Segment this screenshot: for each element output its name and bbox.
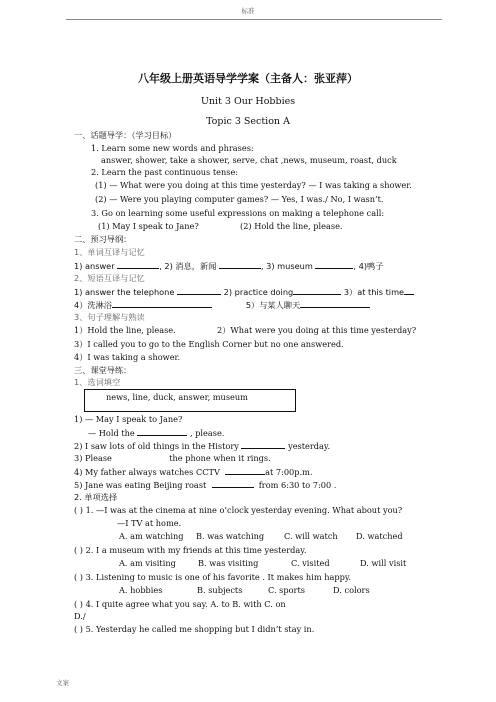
mc-1-option-a[interactable]: A. am watching xyxy=(119,531,184,541)
fill-3: 3) Please the phone when it rings. xyxy=(74,453,271,463)
phrase-row-1: 1) answer the telephone 2) practice doing 3）at this time xyxy=(74,286,414,297)
section3-heading: 三、课堂导练： xyxy=(74,365,132,375)
mc-2-question: ( ) 2. I a museum with my friends at this time yesterday. xyxy=(74,545,307,555)
mc-1-option-d[interactable]: D. watched xyxy=(356,531,403,541)
mc-3-option-c[interactable]: C. sports xyxy=(268,585,305,595)
goal-3-example-b: (2) Hold the line, please. xyxy=(240,221,343,231)
sentence-4: 4）I was taking a shower. xyxy=(74,352,181,362)
fill-4: 4) My father always watches CCTV at 7:00p.m. xyxy=(74,467,313,477)
mc-4-question: ( ) 4. I quite agree what you say. A. to B. with C. on xyxy=(74,599,286,609)
sub-multiple-choice: 2. 单项选择 xyxy=(74,492,118,502)
mc-3-option-d[interactable]: D. colors xyxy=(333,585,370,595)
sentence-2: 2）What were you doing at this time yesterday? xyxy=(217,325,417,335)
mc-3-option-b[interactable]: B. subjects xyxy=(197,585,243,595)
fill-2: 2) I saw lots of old things in the History yesterday. xyxy=(74,441,331,451)
word-bank: news, line, duck, answer, museum xyxy=(106,392,248,402)
goal-1-words: answer, shower, take a shower, serve, chat ,news, museum, roast, duck xyxy=(101,155,397,165)
mc-2-option-d[interactable]: D. will visit xyxy=(360,558,407,568)
sub-word-translation: 1、单词互译与记忆 xyxy=(74,247,145,257)
sentence-1: 1）Hold the line, please. xyxy=(74,325,176,335)
mc-4-option-d: D./ xyxy=(74,611,86,621)
goal-2-example-a: (1) — What were you doing at this time yesterday? — I was taking a shower. xyxy=(95,180,412,190)
page-footer: 文案 xyxy=(56,679,69,687)
document-title: 八年级上册英语导学学案（主备人：张亚萍） xyxy=(138,72,358,85)
mc-1-question: ( ) 1. —I was at the cinema at nine o’clock yesterday evening. What about you? xyxy=(74,505,403,515)
goal-1: 1. Learn some new words and phrases: xyxy=(91,143,254,153)
page-header: 标准 xyxy=(241,7,255,15)
goal-3-example-a: (1) May I speak to Jane? xyxy=(98,221,199,231)
mc-3-option-a[interactable]: A. hobbies xyxy=(119,585,163,595)
topic-heading: Topic 3 Section A xyxy=(206,116,290,127)
word-translation-row: 1) answer , 2) 消息，新闻 , 3) museum , 4)鸭子 xyxy=(74,261,384,271)
header-rule xyxy=(66,19,442,20)
goal-2: 2. Learn the past continuous tense: xyxy=(91,167,239,177)
mc-1-option-c[interactable]: C. will watch xyxy=(284,531,338,541)
phrase-row-2: 4）洗淋浴 5）与某人聊天 xyxy=(74,299,370,310)
fill-5: 5) Jane was eating Beijing roast from 6:30 to 7:00 . xyxy=(74,480,337,490)
goal-3: 3. Go on learning some useful expressions on making a telephone call: xyxy=(91,208,385,218)
mc-2-option-c[interactable]: C. visited xyxy=(291,558,330,568)
sub-sentence-reading: 3、句子理解与熟读 xyxy=(74,312,145,322)
mc-1-option-b[interactable]: B. was watching xyxy=(196,531,265,541)
mc-2-option-a[interactable]: A. am visiting xyxy=(119,558,176,568)
section1-heading: 一、话题导学：（学习目标） xyxy=(74,130,177,140)
mc-3-question: ( ) 3. Listening to music is one of his favorite . It makes him happy. xyxy=(74,572,351,582)
section2-heading: 二、预习导纲： xyxy=(74,234,132,244)
fill-1-answer: — Hold the , please. xyxy=(88,428,225,438)
goal-2-example-b: (2) — Were you playing computer games? — Yes, I was./ No, I wasn’t. xyxy=(95,194,384,204)
unit-heading: Unit 3 Our Hobbies xyxy=(200,96,296,107)
mc-1-answer-line: —I TV at home. xyxy=(117,518,182,528)
sub-word-choice: 1、选词填空 xyxy=(74,377,121,387)
mc-2-option-b[interactable]: B. was visiting xyxy=(198,558,259,568)
mc-5-question: ( ) 5. Yesterday he called me shopping but I didn’t stay in. xyxy=(74,624,315,634)
sentence-3: 3）I called you to go to the English Corner but no one answered. xyxy=(74,339,344,349)
fill-1-question: 1) — May I speak to Jane? xyxy=(74,414,183,424)
sub-phrase-translation: 2、短语互译与记忆 xyxy=(74,273,145,283)
